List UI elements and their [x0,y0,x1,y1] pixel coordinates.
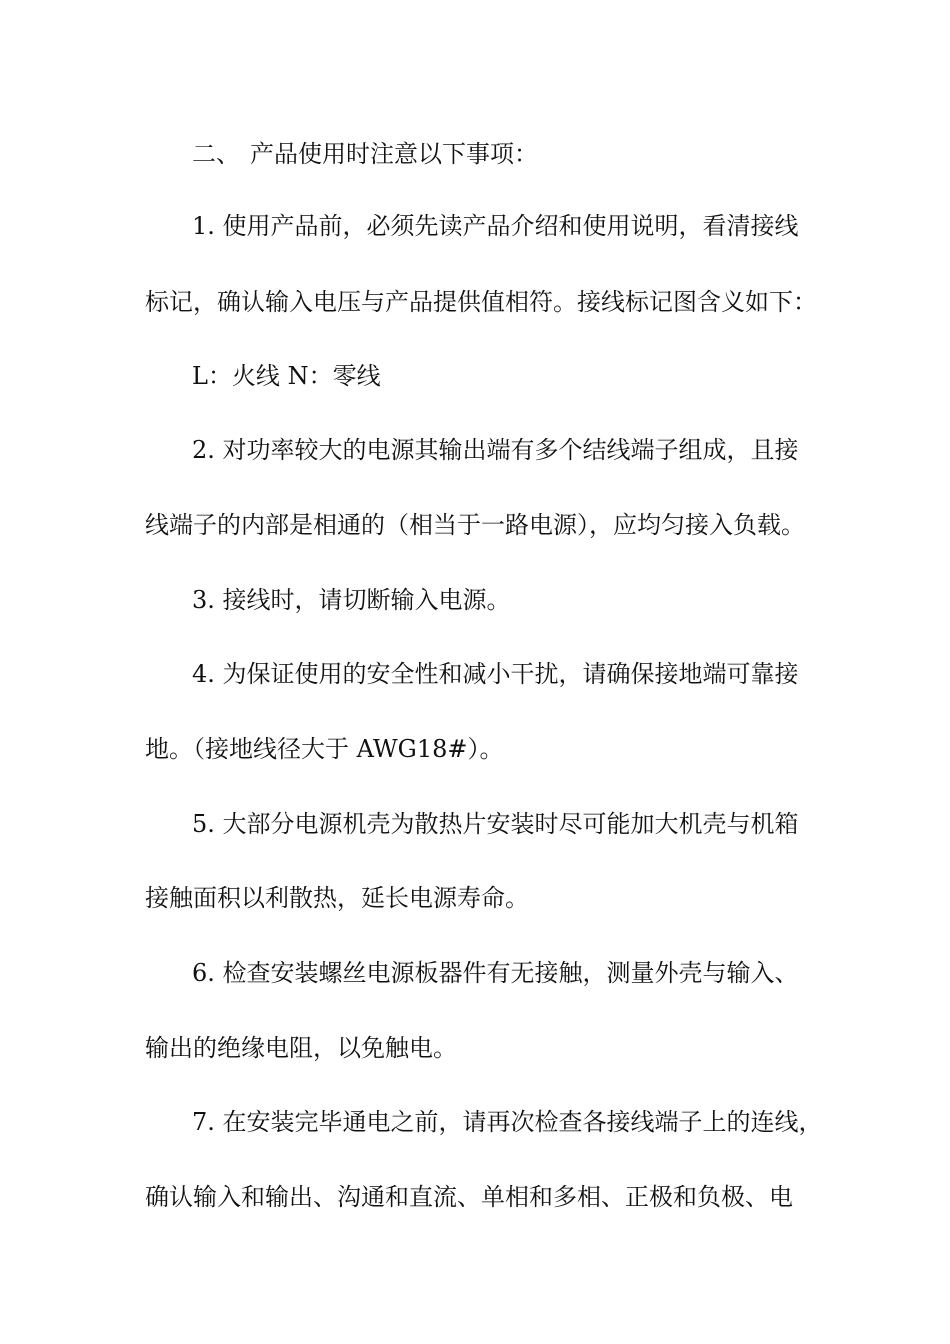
paragraph-line-item-6: 6. 检查安装螺丝电源板器件有无接触，测量外壳与输入、 [192,959,799,987]
paragraph-line-item-3: 3. 接线时，请切断输入电源。 [192,586,511,614]
paragraph-line-wire-legend: L：火线 N：零线 [192,362,381,390]
section-heading [192,139,872,169]
section-number: 二、 [192,140,240,168]
paragraph-line-item-1: 1. 使用产品前，必须先读产品介绍和使用说明，看清接线 [192,212,799,240]
paragraph-line-item-7-cont: 确认输入和输出、沟通和直流、单相和多相、正极和负极、电 [145,1183,793,1211]
paragraph-line-item-2: 2. 对功率较大的电源其输出端有多个结线端子组成，且接 [192,436,799,464]
paragraph-line-item-2-cont: 线端子的内部是相通的（相当于一路电源），应均匀接入负载。 [145,511,805,539]
paragraph-line-item-7: 7. 在安装完毕通电之前，请再次检查各接线端子上的连线， [192,1108,823,1136]
paragraph-line-item-6-cont: 输出的绝缘电阻，以免触电。 [145,1034,457,1062]
paragraph-line-item-1-cont: 标记，确认输入电压与产品提供值相符。接线标记图含义如下： [145,288,817,316]
paragraph-line-item-5: 5. 大部分电源机壳为散热片安装时尽可能加大机壳与机箱 [192,810,799,838]
paragraph-line-item-4: 4. 为保证使用的安全性和减小干扰，请确保接地端可靠接 [192,660,799,688]
paragraph-line-item-5-cont: 接触面积以利散热，延长电源寿命。 [145,884,529,912]
section-title: 产品使用时注意以下事项： [250,140,538,168]
paragraph-line-item-4-cont: 地。（接地线径大于 AWG18#）。 [145,735,504,763]
